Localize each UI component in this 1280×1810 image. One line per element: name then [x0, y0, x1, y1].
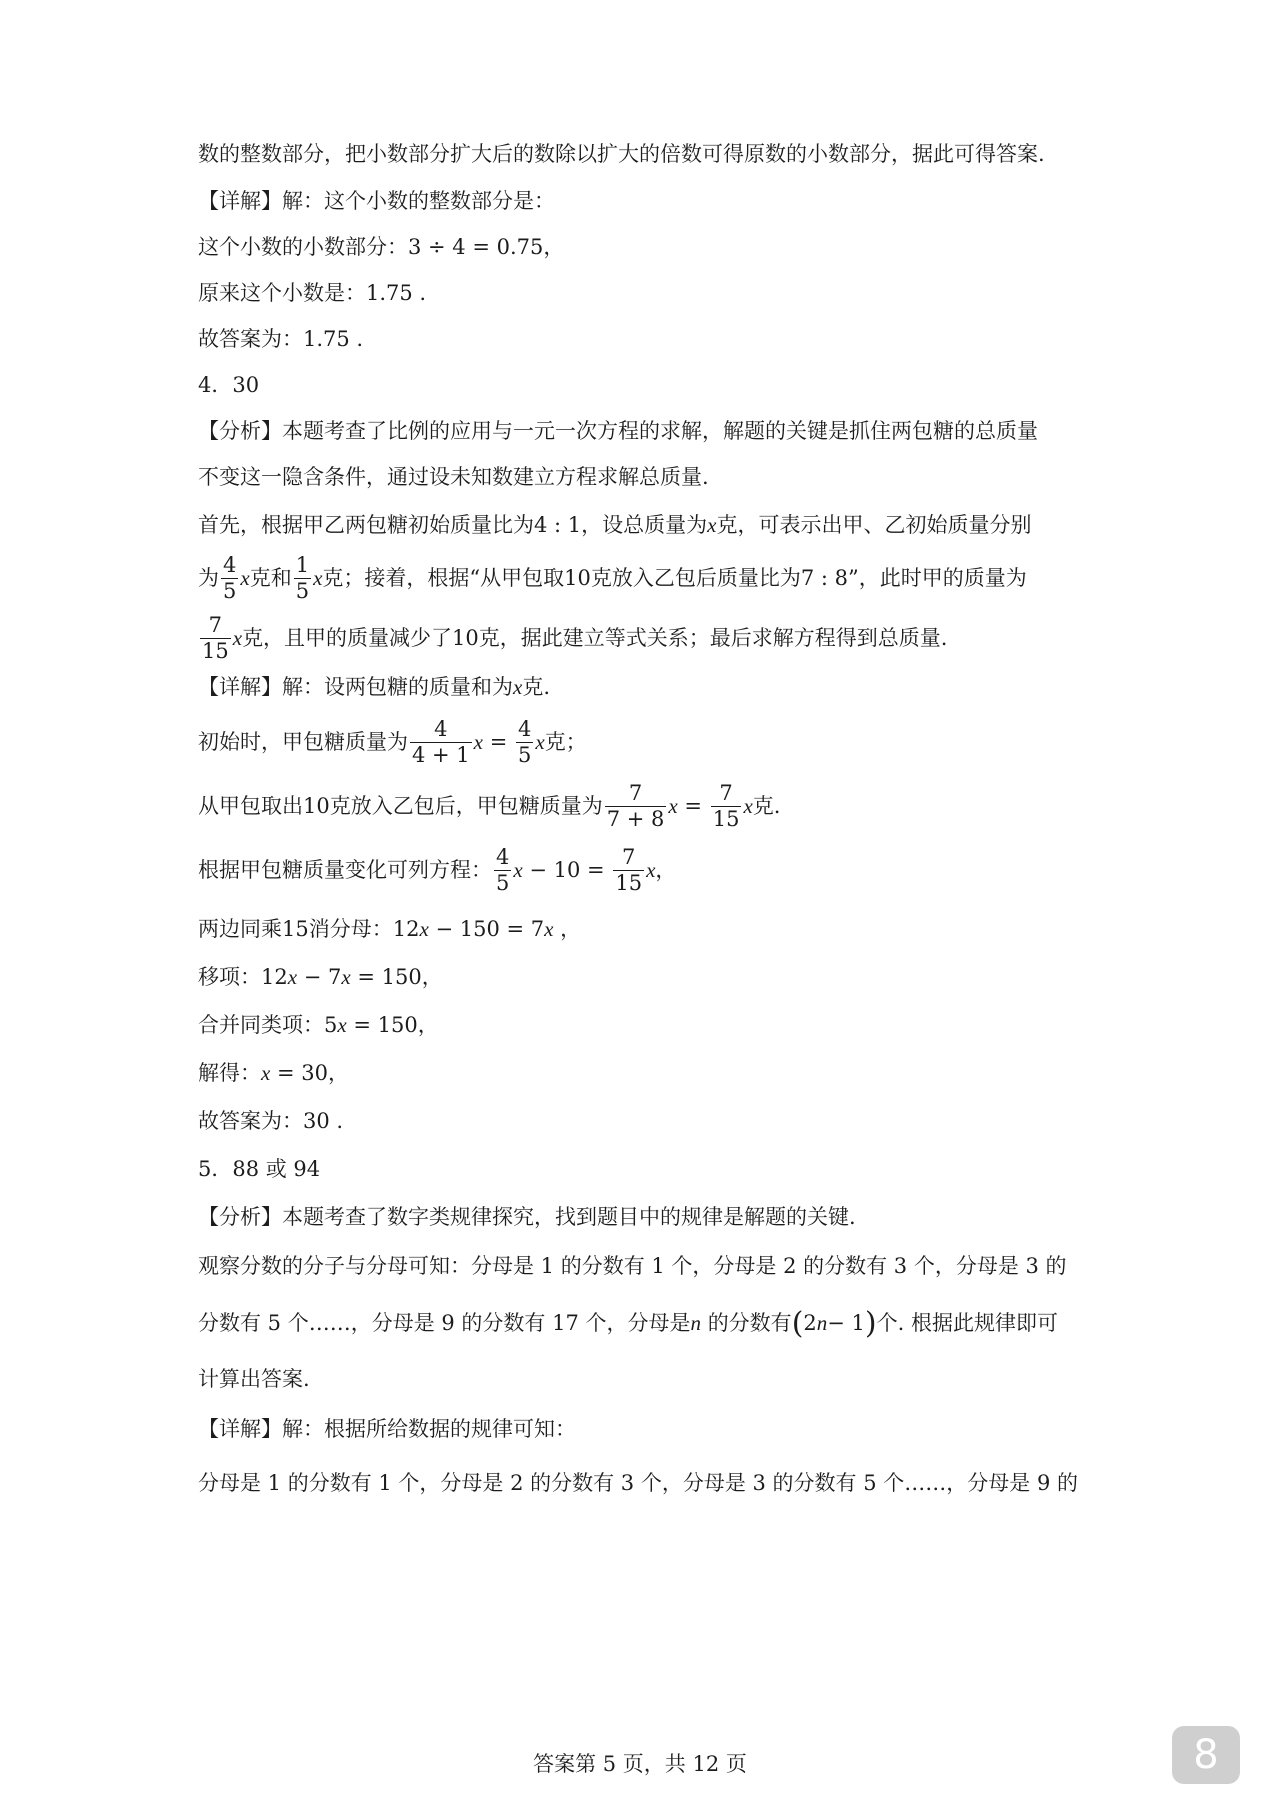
equation-line: 移项：12x − 7x = 150，	[198, 965, 443, 989]
fraction: $\frac{7}{7 + 8}$	[606, 781, 665, 831]
text-line: 【详解】解：这个小数的整数部分是：	[198, 189, 555, 213]
text-line: 故答案为：30 .	[198, 1109, 344, 1133]
text-line: 分母是 1 的分数有 1 个，分母是 2 的分数有 3 个，分母是 3 的分数有 5 个……，分母是 9 的	[198, 1471, 1078, 1495]
fraction: $\frac{7}{15}$	[712, 781, 740, 831]
text-line: 从甲包取出10克放入乙包后，甲包糖质量为 $\frac{7}{7 + 8}$ x = $\frac{7}{15}$ x 克.	[198, 781, 781, 831]
text-line: 故答案为：1.75 .	[198, 327, 364, 351]
text-line: 不变这一隐含条件，通过设未知数建立方程求解总质量.	[198, 465, 709, 489]
question-number: 5．88 或 94	[198, 1157, 321, 1181]
text-line: 这个小数的小数部分：3 ÷ 4 = 0.75，	[198, 235, 565, 259]
fraction: $\frac{4}{5}$	[517, 717, 532, 767]
page-number-badge[interactable]: 8	[1172, 1726, 1240, 1784]
equation-line: 根据甲包糖质量变化可列方程： $\frac{4}{5}$ x − 10 = $\frac{7}{15}$ x ，	[198, 845, 677, 895]
text-line: 计算出答案.	[198, 1367, 310, 1391]
page-footer: 答案第 5 页，共 12 页	[533, 1752, 747, 1776]
text-line: 【分析】本题考查了数字类规律探究，找到题目中的规律是解题的关键.	[198, 1205, 856, 1229]
text-line: 观察分数的分子与分母可知：分母是 1 的分数有 1 个，分母是 2 的分数有 3 个，分母是 3 的	[198, 1254, 1067, 1278]
text-line: 初始时，甲包糖质量为 $\frac{4}{4 + 1}$ x = $\frac{4}{5}$ x 克；	[198, 717, 587, 767]
text-line: 【详解】解：设两包糖的质量和为x克.	[198, 675, 551, 699]
text-line: 原来这个小数是：1.75 .	[198, 281, 427, 305]
text-line: 数的整数部分，把小数部分扩大后的数除以扩大的倍数可得原数的小数部分，据此可得答案.	[198, 142, 1045, 166]
text-line: 为 $\frac{4}{5}$ x 克和 $\frac{1}{5}$ x 克；接着，根据“从甲包取10克放入乙包后质量比为7 : 8”，此时甲的质量为	[198, 553, 1027, 603]
text-line: 【分析】本题考查了比例的应用与一元一次方程的求解，解题的关键是抓住两包糖的总质量	[198, 419, 1038, 443]
fraction: $\frac{7}{15}$	[615, 845, 643, 895]
text-line: 【详解】解：根据所给数据的规律可知：	[198, 1417, 576, 1441]
question-number: 4．30	[198, 373, 260, 397]
fraction: $\frac{4}{4 + 1}$	[412, 717, 470, 767]
fraction: $\frac{1}{5}$	[295, 553, 310, 603]
fraction: $\frac{4}{5}$	[496, 845, 510, 895]
equation-line: 两边同乘15消分母：12x − 150 = 7x ，	[198, 917, 582, 941]
text-line: 首先，根据甲乙两包糖初始质量比为4 : 1，设总质量为x克，可表示出甲、乙初始质量分别	[198, 513, 1032, 537]
text-line: $\frac{7}{15}$ x 克，且甲的质量减少了10克，据此建立等式关系；最后求解方程得到总质量.	[202, 613, 948, 663]
equation-line: 解得：x = 30，	[198, 1061, 350, 1085]
fraction: $\frac{4}{5}$	[223, 553, 237, 603]
text-line: 分数有 5 个……，分母是 9 的分数有 17 个，分母是n 的分数有(2n− 1)个. 根据此规律即可	[198, 1306, 1058, 1341]
fraction: $\frac{7}{15}$	[202, 613, 229, 663]
equation-line: 合并同类项：5x = 150，	[198, 1013, 439, 1037]
